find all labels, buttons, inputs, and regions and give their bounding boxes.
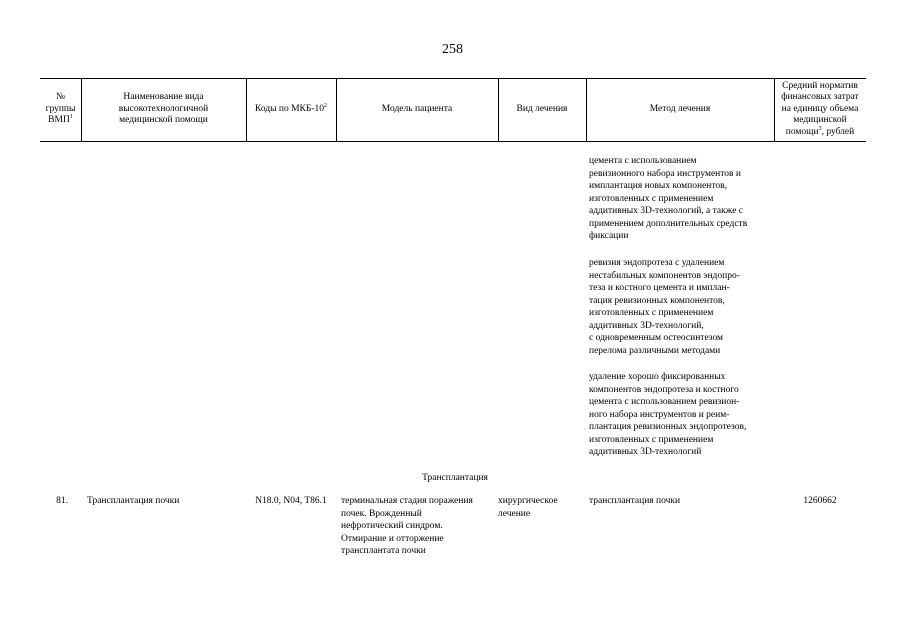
method-paragraph: ревизия эндопротеза с удалением нестабильных компонентов эндопро- теза и костного цемента и имплан- тация ревизионных компонентов, изготовленных с применением аддитивных 3D-технологий, с одновременным остеосинтезом перелома различными методами xyxy=(589,258,740,356)
section-title: Трансплантация xyxy=(422,473,488,483)
row-icd-codes: N18.0, N04, T86.1 xyxy=(255,496,327,506)
row-patient-model: терминальная стадия поражения почек. Врожденный нефротический синдром. Отмирание и отторжение трансплантата почки xyxy=(341,496,473,556)
header-patient-model: Модель пациента xyxy=(381,103,453,114)
header-care-type-name: Наименование вида высокотехнологичной медицинской помощи xyxy=(118,92,209,126)
row-care-type-name: Трансплантация почки xyxy=(87,496,180,506)
row-treatment-type: хирургическое лечение xyxy=(498,496,558,519)
header-bottom-border xyxy=(40,141,866,142)
row-number: 81. xyxy=(56,496,68,506)
method-paragraph: удаление хорошо фиксированных компонентов эндопротеза и костного цемента с использованием ревизион- ного набора инструментов и реим- плантация ревизионных эндопротезов, изготовленных с применением аддитивных 3D-технологий xyxy=(589,372,747,457)
header-icd-codes: Коды по МКБ-$10^2$ xyxy=(254,102,328,114)
header-group-number: № группы ВМП$^1$ xyxy=(45,92,76,126)
method-paragraph: цемента с использованием ревизионного набора инструментов и имплантация новых компонентов, изготовленных с применением аддитивных 3D-технологий, а также с применением дополнительных средств фиксации xyxy=(589,156,748,241)
header-treatment-method: Метод лечения xyxy=(649,103,711,114)
row-average-cost: 1260662 xyxy=(803,496,837,506)
page-number: 258 xyxy=(442,42,463,57)
header-treatment-type: Вид лечения xyxy=(516,103,568,114)
header-average-cost: Средний норматив финансовых затрат на единицу объема медицинской помощи$^3$, рублей xyxy=(781,80,859,137)
row-treatment-method: трансплантация почки xyxy=(589,496,681,506)
